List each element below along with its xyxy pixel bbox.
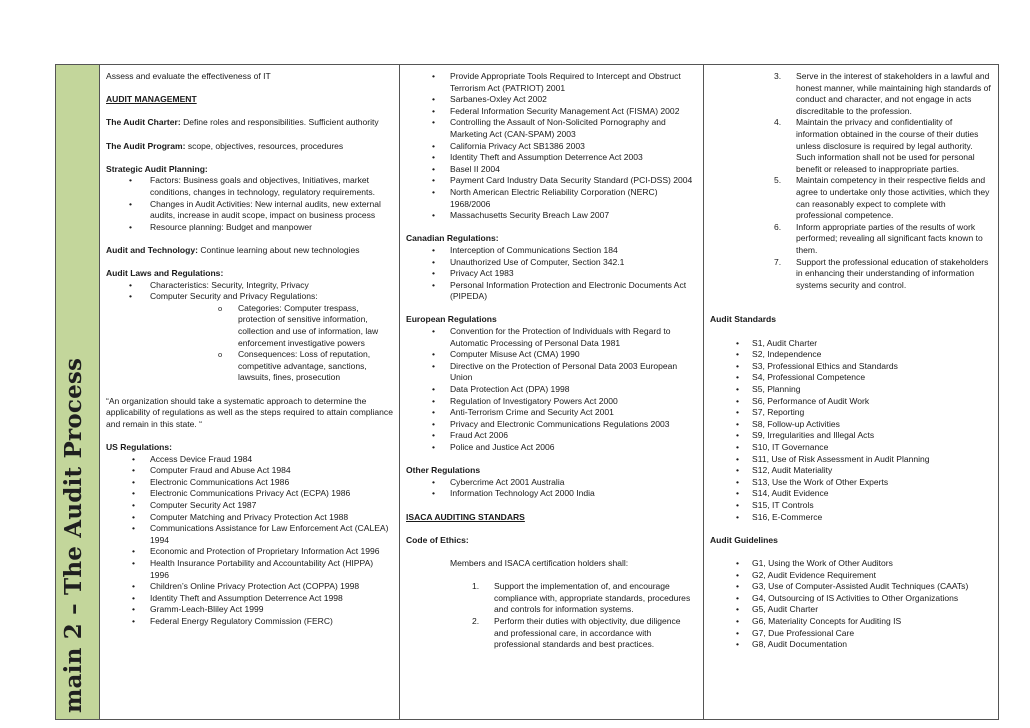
list-item: • Communications Assistance for Law Enforcement Act (CALEA) 1994: [106, 523, 393, 546]
list-item: • S12, Audit Materiality: [710, 465, 994, 477]
other-regulations-heading: Other Regulations: [406, 465, 481, 476]
list-item: • Privacy and Electronic Communications Regulations 2003: [406, 419, 697, 431]
strategic-planning-heading: Strategic Audit Planning:: [106, 163, 208, 174]
audit-technology-paragraph: [106, 245, 393, 257]
item-number: 1.: [472, 581, 480, 592]
audit-program-text: scope, objectives, resources, procedures: [185, 140, 344, 151]
list-item: • Computer Security Act 1987: [106, 500, 393, 512]
audit-standards-heading: Audit Standards: [710, 314, 777, 325]
list-item: • G3, Use of Computer-Assisted Audit Techniques (CAATs): [710, 581, 994, 593]
list-item: • S3, Professional Ethics and Standards: [710, 361, 994, 373]
other-regulations-list: [406, 477, 697, 500]
page-table: [55, 64, 999, 720]
audit-technology-label: Audit and Technology:: [106, 244, 198, 255]
list-item: • S1, Audit Charter: [710, 338, 994, 350]
list-item: • Convention for the Protection of Individuals with Regard to Automatic Processing of Personal Data 1981: [406, 326, 697, 349]
list-item: • Gramm-Leach-Bliley Act 1999: [106, 604, 393, 616]
audit-program-paragraph: [106, 141, 393, 153]
isaca-standards-heading: ISACA AUDITING STANDARS: [406, 511, 525, 522]
column-3: [704, 65, 999, 719]
list-item: • Federal Energy Regulatory Commission (FERC): [106, 616, 393, 628]
list-item: • Privacy Act 1983: [406, 268, 697, 280]
list-item: • Electronic Communications Privacy Act (ECPA) 1986: [106, 488, 393, 500]
list-item: • S13, Use the Work of Other Experts: [710, 477, 994, 489]
list-item: • S11, Use of Risk Assessment in Audit Planning: [710, 454, 994, 466]
numbered-item: [710, 222, 994, 257]
list-item: • Identity Theft and Assumption Deterrence Act 2003: [406, 152, 697, 164]
list-item: • S5, Planning: [710, 384, 994, 396]
canadian-regulations-heading: Canadian Regulations:: [406, 233, 499, 244]
list-item: • Changes in Audit Activities: New internal audits, new external audits, increase in audit scope, impact on business process: [106, 199, 393, 222]
numbered-item: [710, 117, 994, 175]
code-of-ethics-heading: Code of Ethics:: [406, 534, 469, 545]
sub-list-item: o Categories: Computer trespass, protection of sensitive information, collection and use of information, law enforcement investigative powers: [150, 303, 393, 349]
list-item: • Information Technology Act 2000 India: [406, 488, 697, 500]
list-item: • Personal Information Protection and Electronic Documents Act (PIPEDA): [406, 280, 697, 303]
item-number: 2.: [472, 615, 480, 626]
list-item: • Basel II 2004: [406, 164, 697, 176]
list-item: • Data Protection Act (DPA) 1998: [406, 384, 697, 396]
list-item: • Characteristics: Security, Integrity, Privacy: [106, 280, 393, 292]
list-item: • S9, Irregularities and Illegal Acts: [710, 430, 994, 442]
code-of-ethics-list: [406, 581, 697, 651]
sub-list-item: o Consequences: Loss of reputation, competitive advantage, sanctions, lawsuits, fines, prosecution: [150, 349, 393, 384]
list-item: • Federal Information Security Management Act (FISMA) 2002: [406, 106, 697, 118]
list-item: • S14, Audit Evidence: [710, 488, 994, 500]
list-item: • Provide Appropriate Tools Required to Intercept and Obstruct Terrorism Act (PATRIOT) 2001: [406, 71, 697, 94]
strategic-planning-list: [106, 175, 393, 233]
list-item: • Computer Misuse Act (CMA) 1990: [406, 349, 697, 361]
list-item: • Anti-Terrorism Crime and Security Act 2001: [406, 407, 697, 419]
list-item: • Unauthorized Use of Computer, Section 342.1: [406, 257, 697, 269]
numbered-item: [710, 257, 994, 292]
item-text: Support the professional education of stakeholders in enhancing their understanding of information systems security and control.: [796, 256, 989, 290]
audit-charter-label: The Audit Charter:: [106, 117, 181, 128]
list-item: • North American Electric Reliability Corporation (NERC) 1968/2006: [406, 187, 697, 210]
list-item: • G1, Using the Work of Other Auditors: [710, 558, 994, 570]
list-item: [106, 291, 393, 384]
european-regulations-heading: European Regulations: [406, 314, 497, 325]
column-1: [100, 65, 400, 719]
list-item: • Resource planning: Budget and manpower: [106, 222, 393, 234]
list-item: • Computer Matching and Privacy Protection Act 1988: [106, 512, 393, 524]
audit-standards-list: [710, 338, 994, 524]
audit-management-heading: AUDIT MANAGEMENT: [106, 94, 197, 105]
item-number: 3.: [774, 71, 782, 81]
list-item: • Massachusetts Security Breach Law 2007: [406, 210, 697, 222]
list-item: • S7, Reporting: [710, 407, 994, 419]
list-item: • Identity Theft and Assumption Deterrence Act 1998: [106, 593, 393, 605]
item-number: 7.: [774, 256, 782, 267]
code-of-ethics-intro: Members and ISACA certification holders shall:: [450, 557, 629, 568]
list-item: • Children’s Online Privacy Protection Act (COPPA) 1998: [106, 581, 393, 593]
audit-guidelines-heading: Audit Guidelines: [710, 534, 778, 545]
numbered-item: [406, 581, 697, 616]
list-item: • Access Device Fraud 1984: [106, 454, 393, 466]
quote-paragraph: “An organization should take a systematic approach to determine the applicability of regulations as well as the steps required to attain compliance and remain in this state. “: [106, 395, 393, 429]
item-text: Inform appropriate parties of the results of work performed; revealing all significant facts known to them.: [796, 221, 983, 255]
item-text: Support the implementation of, and encourage compliance with, appropriate standards, procedures and controls for information systems.: [494, 581, 691, 615]
list-item: • California Privacy Act SB1386 2003: [406, 141, 697, 153]
list-item: • S6, Performance of Audit Work: [710, 396, 994, 408]
us-regulations-list: [106, 454, 393, 628]
list-item: • Directive on the Protection of Personal Data 2003 European Union: [406, 361, 697, 384]
item-number: 5.: [774, 175, 782, 186]
item-text: Maintain the privacy and confidentiality of information obtained in the course of their duties unless disclosure is required by legal authority. Such information shall not be used for personal benefit or released to inappropriate parties.: [796, 117, 979, 174]
us-regulations-heading: US Regulations:: [106, 442, 173, 452]
numbered-item: [406, 616, 697, 651]
list-item: • Factors: Business goals and objectives, Initiatives, market conditions, changes in technology, regulatory requirements.: [106, 175, 393, 198]
item-number: 6.: [774, 221, 782, 232]
audit-charter-text: Define roles and responsibilities. Sufficient authority: [180, 117, 379, 128]
sub-list: [150, 303, 393, 384]
sidebar-band: [56, 65, 100, 719]
list-item: • S15, IT Controls: [710, 500, 994, 512]
list-item: • Interception of Communications Section 184: [406, 245, 697, 257]
european-regulations-list: [406, 326, 697, 454]
list-item: • Computer Fraud and Abuse Act 1984: [106, 465, 393, 477]
audit-laws-heading: Audit Laws and Regulations:: [106, 268, 224, 279]
audit-charter-paragraph: [106, 117, 393, 129]
list-item: • S10, IT Governance: [710, 442, 994, 454]
numbered-item: [710, 175, 994, 221]
list-item: • G8, Audit Documentation: [710, 639, 994, 651]
list-item: • S2, Independence: [710, 349, 994, 361]
audit-technology-text: Continue learning about new technologies: [197, 244, 360, 255]
column-2: [400, 65, 704, 719]
canadian-regulations-list: [406, 245, 697, 303]
numbered-item: [710, 71, 994, 117]
item-text: Maintain competency in their respective fields and agree to undertake only those activities, which they can reasonably expect to complete with professional competence.: [796, 175, 990, 221]
intro-text: Assess and evaluate the effectiveness of IT: [106, 71, 271, 81]
item-number: 4.: [774, 117, 782, 128]
list-item: • Payment Card Industry Data Security Standard (PCI-DSS) 2004: [406, 175, 697, 187]
list-item: • Health Insurance Portability and Accountability Act (HIPPA) 1996: [106, 558, 393, 581]
list-item-label: Computer Security and Privacy Regulations:: [150, 291, 318, 302]
sidebar-title: main 2 – The Audit Process: [60, 357, 87, 713]
list-item: • Sarbanes-Oxley Act 2002: [406, 94, 697, 106]
list-item: • Cybercrime Act 2001 Australia: [406, 477, 697, 489]
list-item: • Police and Justice Act 2006: [406, 442, 697, 454]
list-item: • Fraud Act 2006: [406, 430, 697, 442]
list-item: • S16, E-Commerce: [710, 512, 994, 524]
list-item: • S8, Follow-up Activities: [710, 419, 994, 431]
list-item: • G7, Due Professional Care: [710, 628, 994, 640]
audit-laws-list: [106, 280, 393, 384]
list-item: • Electronic Communications Act 1986: [106, 477, 393, 489]
audit-program-label: The Audit Program:: [106, 140, 186, 151]
list-item: • S4, Professional Competence: [710, 372, 994, 384]
audit-guidelines-list: [710, 558, 994, 651]
list-item: • G4, Outsourcing of IS Activities to Other Organizations: [710, 593, 994, 605]
list-item: • Regulation of Investigatory Powers Act 2000: [406, 396, 697, 408]
item-text: Serve in the interest of stakeholders in a lawful and honest manner, while maintaining high standards of conduct and character, and not engage in acts discreditable to the profession.: [796, 71, 991, 116]
list-item: • Economic and Protection of Proprietary Information Act 1996: [106, 546, 393, 558]
list-item: • G2, Audit Evidence Requirement: [710, 570, 994, 582]
us-regulations-continued-list: [406, 71, 697, 222]
list-item: • G5, Audit Charter: [710, 604, 994, 616]
code-of-ethics-continued-list: [710, 71, 994, 291]
list-item: • Controlling the Assault of Non-Solicited Pornography and Marketing Act (CAN-SPAM) 2003: [406, 117, 697, 140]
item-text: Perform their duties with objectivity, due diligence and professional care, in accordance with professional standards and best practices.: [494, 615, 681, 650]
list-item: • G6, Materiality Concepts for Auditing IS: [710, 616, 994, 628]
